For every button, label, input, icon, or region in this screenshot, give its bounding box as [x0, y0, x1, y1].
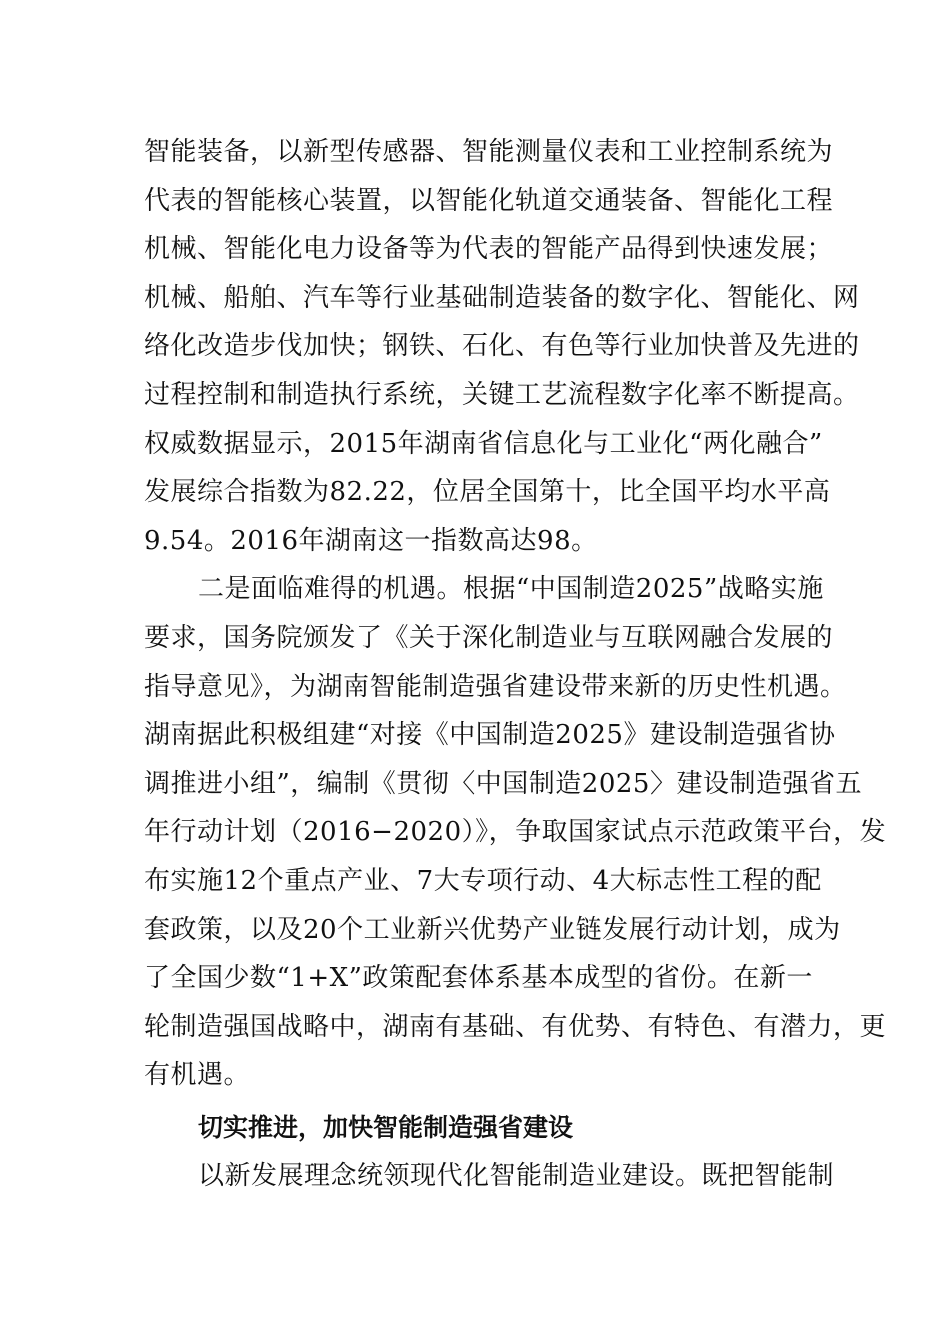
text-line: 调推进小组”，编制《贯彻〈中国制造2025〉建设制造强省五	[144, 768, 862, 799]
text-line: 年行动计划（2016−2020）》，争取国家试点示范政策平台，发	[144, 817, 887, 848]
text-line: 权威数据显示，2015年湖南省信息化与工业化“两化融合”	[144, 428, 823, 459]
text-line: 络化改造步伐加快；钢铁、石化、有色等行业加快普及先进的	[144, 331, 860, 362]
text-line: 轮制造强国战略中，湖南有基础、有优势、有特色、有潜力，更	[144, 1011, 887, 1042]
text-line: 9.54。2016年湖南这一指数高达98。	[144, 525, 598, 556]
text-line: 过程控制和制造执行系统，关键工艺流程数字化率不断提高。	[144, 379, 860, 410]
document-page	[144, 128, 887, 1200]
section-heading: 切实推进，加快智能制造强省建设	[198, 1112, 574, 1142]
text-line: 要求，国务院颁发了《关于深化制造业与互联网融合发展的	[144, 622, 834, 653]
text-line: 了全国少数“1+X”政策配套体系基本成型的省份。在新一	[144, 963, 813, 994]
text-line: 有机遇。	[144, 1060, 251, 1091]
paragraph-2	[144, 565, 887, 1100]
text-line: 二是面临难得的机遇。根据“中国制造2025”战略实施	[198, 574, 824, 605]
text-line: 以新发展理念统领现代化智能制造业建设。既把智能制	[198, 1160, 835, 1191]
text-line: 湖南据此积极组建“对接《中国制造2025》建设制造强省协	[144, 720, 836, 751]
paragraph-3	[144, 1152, 835, 1201]
text-line: 发展综合指数为82.22，位居全国第十，比全国平均水平高	[144, 477, 831, 508]
text-line: 指导意见》，为湖南智能制造强省建设带来新的历史性机遇。	[144, 671, 847, 702]
text-line: 智能装备，以新型传感器、智能测量仪表和工业控制系统为	[144, 137, 834, 167]
paragraph-1	[144, 128, 860, 565]
text-line: 机械、船舶、汽车等行业基础制造装备的数字化、智能化、网	[144, 282, 860, 313]
text-line: 套政策，以及20个工业新兴优势产业链发展行动计划，成为	[144, 914, 841, 945]
text-line: 机械、智能化电力设备等为代表的智能产品得到快速发展；	[144, 234, 834, 265]
text-line: 布实施12个重点产业、7大专项行动、4大标志性工程的配	[144, 865, 822, 896]
text-line: 代表的智能核心装置，以智能化轨道交通装备、智能化工程	[144, 185, 834, 216]
